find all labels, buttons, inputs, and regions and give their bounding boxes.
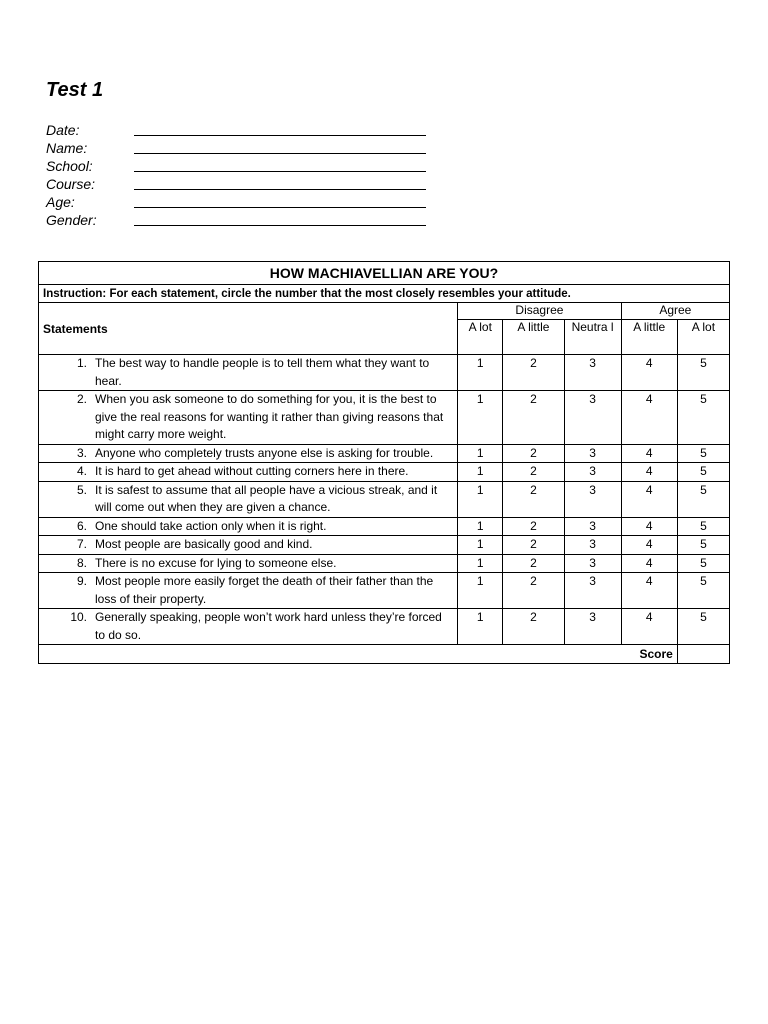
course-line[interactable] (134, 179, 426, 190)
score-option[interactable]: 3 (564, 554, 621, 573)
statement-row (39, 609, 730, 645)
score-option[interactable]: 5 (677, 463, 729, 482)
score-option[interactable]: 2 (503, 536, 564, 555)
score-option[interactable]: 3 (564, 517, 621, 536)
statement-text: Generally speaking, people won’t work hard unless they’re forced to do so. (95, 610, 442, 642)
score-option[interactable]: 2 (503, 573, 564, 609)
score-option[interactable]: 4 (621, 573, 677, 609)
score-option[interactable]: 5 (677, 481, 729, 517)
score-option[interactable]: 4 (621, 609, 677, 645)
score-option[interactable]: 3 (564, 573, 621, 609)
score-option[interactable]: 2 (503, 554, 564, 573)
disagree-header: Disagree (458, 303, 621, 320)
score-option[interactable]: 3 (564, 609, 621, 645)
survey-table (38, 261, 730, 664)
name-line[interactable] (134, 143, 426, 154)
date-field (46, 121, 426, 139)
statement-row (39, 463, 730, 482)
statement-number: 1. (76, 356, 87, 370)
statement-row (39, 355, 730, 391)
gender-line[interactable] (134, 215, 426, 226)
statement-cell (39, 554, 458, 573)
statement-cell (39, 536, 458, 555)
score-option[interactable]: 1 (458, 391, 503, 445)
score-option[interactable]: 4 (621, 391, 677, 445)
score-option[interactable]: 4 (621, 463, 677, 482)
score-option[interactable]: 5 (677, 536, 729, 555)
statement-row (39, 573, 730, 609)
statement-row (39, 481, 730, 517)
score-option[interactable]: 5 (677, 573, 729, 609)
gender-label: Gender: (46, 212, 97, 228)
statement-text: The best way to handle people is to tell them what they want to hear. (95, 356, 430, 388)
score-option[interactable]: 1 (458, 573, 503, 609)
school-label: School: (46, 158, 93, 174)
statement-cell (39, 573, 458, 609)
score-option[interactable]: 1 (458, 536, 503, 555)
survey-title: HOW MACHIAVELLIAN ARE YOU? (39, 262, 730, 285)
col-header-agree-a-little: A little (621, 320, 677, 355)
school-line[interactable] (134, 161, 426, 172)
score-option[interactable]: 2 (503, 355, 564, 391)
score-option[interactable]: 5 (677, 517, 729, 536)
group-header-row (39, 303, 730, 320)
score-option[interactable]: 3 (564, 536, 621, 555)
statement-text: Most people more easily forget the death of their father than the loss of their property. (95, 574, 434, 606)
score-option[interactable]: 4 (621, 536, 677, 555)
score-option[interactable]: 2 (503, 481, 564, 517)
score-option[interactable]: 4 (621, 554, 677, 573)
statement-cell (39, 517, 458, 536)
survey-instruction: Instruction: For each statement, circle the number that the most closely resembles your attitude. (39, 285, 730, 303)
statement-number: 9. (76, 574, 87, 588)
survey-title-row (39, 262, 730, 285)
statement-number: 3. (76, 445, 87, 460)
statement-number: 5. (76, 482, 87, 497)
course-label: Course: (46, 176, 96, 192)
statement-number: 10. (70, 610, 87, 624)
score-option[interactable]: 2 (503, 391, 564, 445)
age-field (46, 193, 426, 211)
statement-number: 2. (76, 392, 87, 406)
age-line[interactable] (134, 197, 426, 208)
statement-cell (39, 609, 458, 645)
statement-cell (39, 444, 458, 463)
score-option[interactable]: 4 (621, 481, 677, 517)
score-option[interactable]: 4 (621, 355, 677, 391)
statement-cell (39, 355, 458, 391)
date-line[interactable] (134, 125, 426, 136)
age-label: Age: (46, 194, 75, 210)
score-option[interactable]: 5 (677, 444, 729, 463)
score-option[interactable]: 5 (677, 609, 729, 645)
score-option[interactable]: 3 (564, 391, 621, 445)
statement-row (39, 536, 730, 555)
score-option[interactable]: 3 (564, 444, 621, 463)
school-field (46, 157, 426, 175)
statement-text: It is hard to get ahead without cutting corners here in there. (95, 464, 409, 478)
statement-cell (39, 481, 458, 517)
date-label: Date: (46, 122, 80, 138)
score-option[interactable]: 5 (677, 391, 729, 445)
name-field (46, 139, 426, 157)
gender-field (46, 211, 426, 229)
statement-text: Most people are basically good and kind. (95, 537, 313, 551)
score-row (39, 645, 730, 664)
score-option[interactable]: 1 (458, 444, 503, 463)
statements-header: Statements (39, 303, 458, 355)
statement-text: One should take action only when it is right. (95, 518, 327, 533)
statement-number: 8. (76, 555, 87, 570)
statement-number: 4. (76, 464, 87, 478)
score-option[interactable]: 2 (503, 609, 564, 645)
course-field (46, 175, 426, 193)
score-label: Score (39, 645, 678, 664)
score-option[interactable]: 1 (458, 463, 503, 482)
score-option[interactable]: 5 (677, 554, 729, 573)
score-option[interactable]: 1 (458, 355, 503, 391)
col-header-agree-a-lot: A lot (677, 320, 729, 355)
info-fields (46, 121, 426, 229)
statement-row (39, 554, 730, 573)
statement-text: Anyone who completely trusts anyone else is asking for trouble. (95, 445, 434, 460)
score-option[interactable]: 1 (458, 609, 503, 645)
score-option[interactable]: 5 (677, 355, 729, 391)
score-option[interactable]: 3 (564, 481, 621, 517)
score-option[interactable]: 1 (458, 517, 503, 536)
page-title: Test 1 (46, 79, 104, 101)
score-option[interactable]: 2 (503, 517, 564, 536)
agree-header: Agree (621, 303, 729, 320)
statement-row (39, 391, 730, 445)
col-header-disagree-a-lot: A lot (458, 320, 503, 355)
statement-row (39, 517, 730, 536)
statement-text: There is no excuse for lying to someone else. (95, 555, 337, 570)
col-header-disagree-a-little: A little (503, 320, 564, 355)
col-header-neutral: Neutra l (564, 320, 621, 355)
statement-row (39, 444, 730, 463)
statement-cell (39, 391, 458, 445)
score-option[interactable]: 4 (621, 517, 677, 536)
score-option[interactable]: 1 (458, 481, 503, 517)
instruction-row (39, 285, 730, 303)
statement-number: 6. (76, 518, 87, 533)
score-option[interactable]: 2 (503, 463, 564, 482)
score-option[interactable]: 2 (503, 444, 564, 463)
statement-number: 7. (76, 537, 87, 551)
score-option[interactable]: 1 (458, 554, 503, 573)
score-option[interactable]: 4 (621, 444, 677, 463)
score-option[interactable]: 3 (564, 463, 621, 482)
statement-text: It is safest to assume that all people have a vicious streak, and it will come out when they are given a chance. (95, 482, 438, 514)
name-label: Name: (46, 140, 88, 156)
statement-text: When you ask someone to do something for you, it is the best to give the real reasons for wanting it rather than giving reasons that might carry more weight. (95, 392, 444, 441)
statement-rows (39, 355, 730, 645)
score-value[interactable] (677, 645, 729, 664)
score-option[interactable]: 3 (564, 355, 621, 391)
statement-cell (39, 463, 458, 482)
